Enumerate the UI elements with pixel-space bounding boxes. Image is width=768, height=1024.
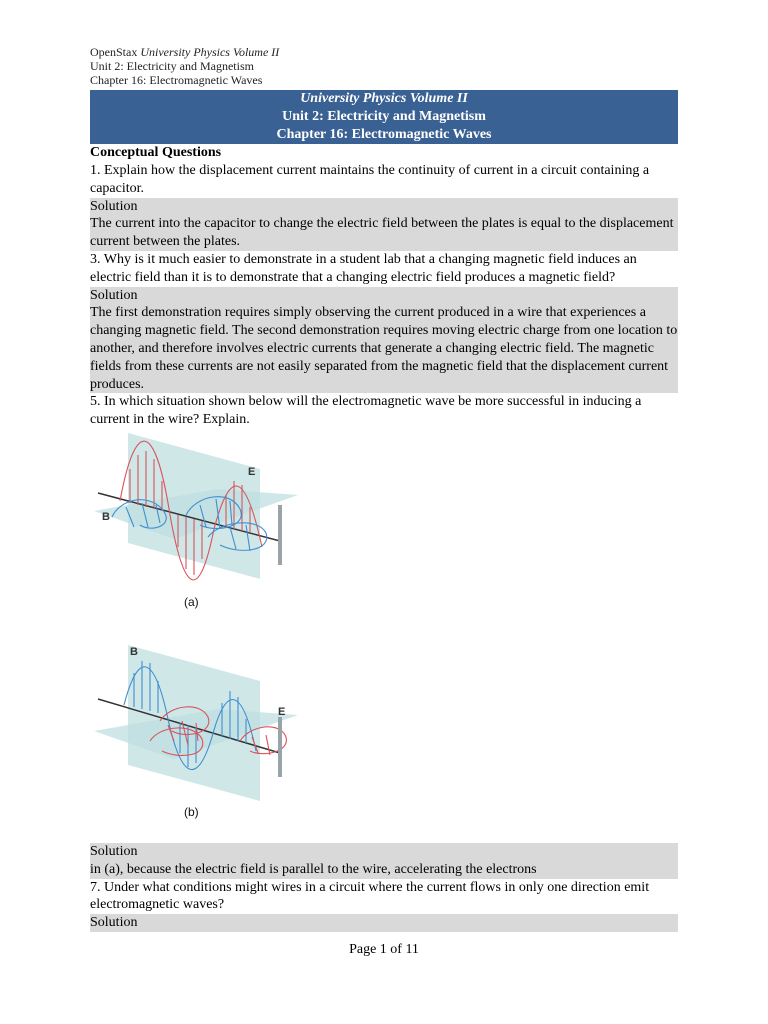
solution-7-label: Solution [90,915,138,931]
solution-7-block [90,914,678,932]
em-wave-diagram-b [90,641,350,843]
question-7: 7. Under what conditions might wires in a circuit where the current flows in only one direction emit electromagnetic waves? [90,879,650,913]
figure-b [90,641,678,843]
title-banner [90,90,678,144]
title-unit: Unit 2: Electricity and Magnetism [282,109,486,124]
figure-b-caption: (b) [184,804,199,819]
page-number: Page 1 of 11 [349,942,419,957]
doc-header-line-2: Unit 2: Electricity and Magnetism [90,59,254,73]
doc-header-line-3: Chapter 16: Electromagnetic Waves [90,73,263,87]
doc-header-book-title: University Physics Volume II [140,45,280,59]
page-content [90,45,678,932]
solution-1-block [90,198,678,251]
solution-5-text: in (a), because the electric field is parallel to the wire, accelerating the electrons [90,861,537,877]
label-e-field-b: E [278,705,286,718]
doc-header-line-1: OpenStax University Physics Volume II [90,45,280,59]
label-b-field-b: B [130,645,138,658]
em-wave-diagram-a [90,429,350,625]
question-1: 1. Explain how the displacement current maintains the continuity of current in a circuit containing a capacitor. [90,163,650,196]
solution-3-text: The first demonstration requires simply observing the current produced in a wire that experiences a changing magnetic field. The second demonstration requires moving electric charge from one location to another, and therefore involves electric currents that generate a changing electric field. The magnetic fields from these currents are not easily separated from the magnetic field that the displacement current produces. [90,305,678,392]
label-e-field-a: E [248,465,256,478]
section-heading: Conceptual Questions [90,145,222,160]
figure-a-caption: (a) [184,594,199,609]
solution-5-block [90,843,678,879]
question-5: 5. In which situation shown below will the electromagnetic wave be more successful in inducing a current in the wire? Explain. [90,394,642,428]
solution-3-block [90,287,678,394]
question-3: 3. Why is it much easier to demonstrate in a student lab that a changing magnetic field induces an electric field than it is to demonstrate that a changing electric field produces a magnetic field? [90,251,637,285]
solution-1-label: Solution [90,198,138,214]
title-book: University Physics Volume II [300,91,468,106]
label-b-field-a: B [102,510,110,523]
title-chapter: Chapter 16: Electromagnetic Waves [276,127,492,142]
solution-1-text: The current into the capacitor to change the electric field between the plates is equal to the displacement current between the plates. [90,216,674,250]
figure-a [90,429,678,625]
solution-3-label: Solution [90,287,138,303]
solution-5-label: Solution [90,843,138,859]
